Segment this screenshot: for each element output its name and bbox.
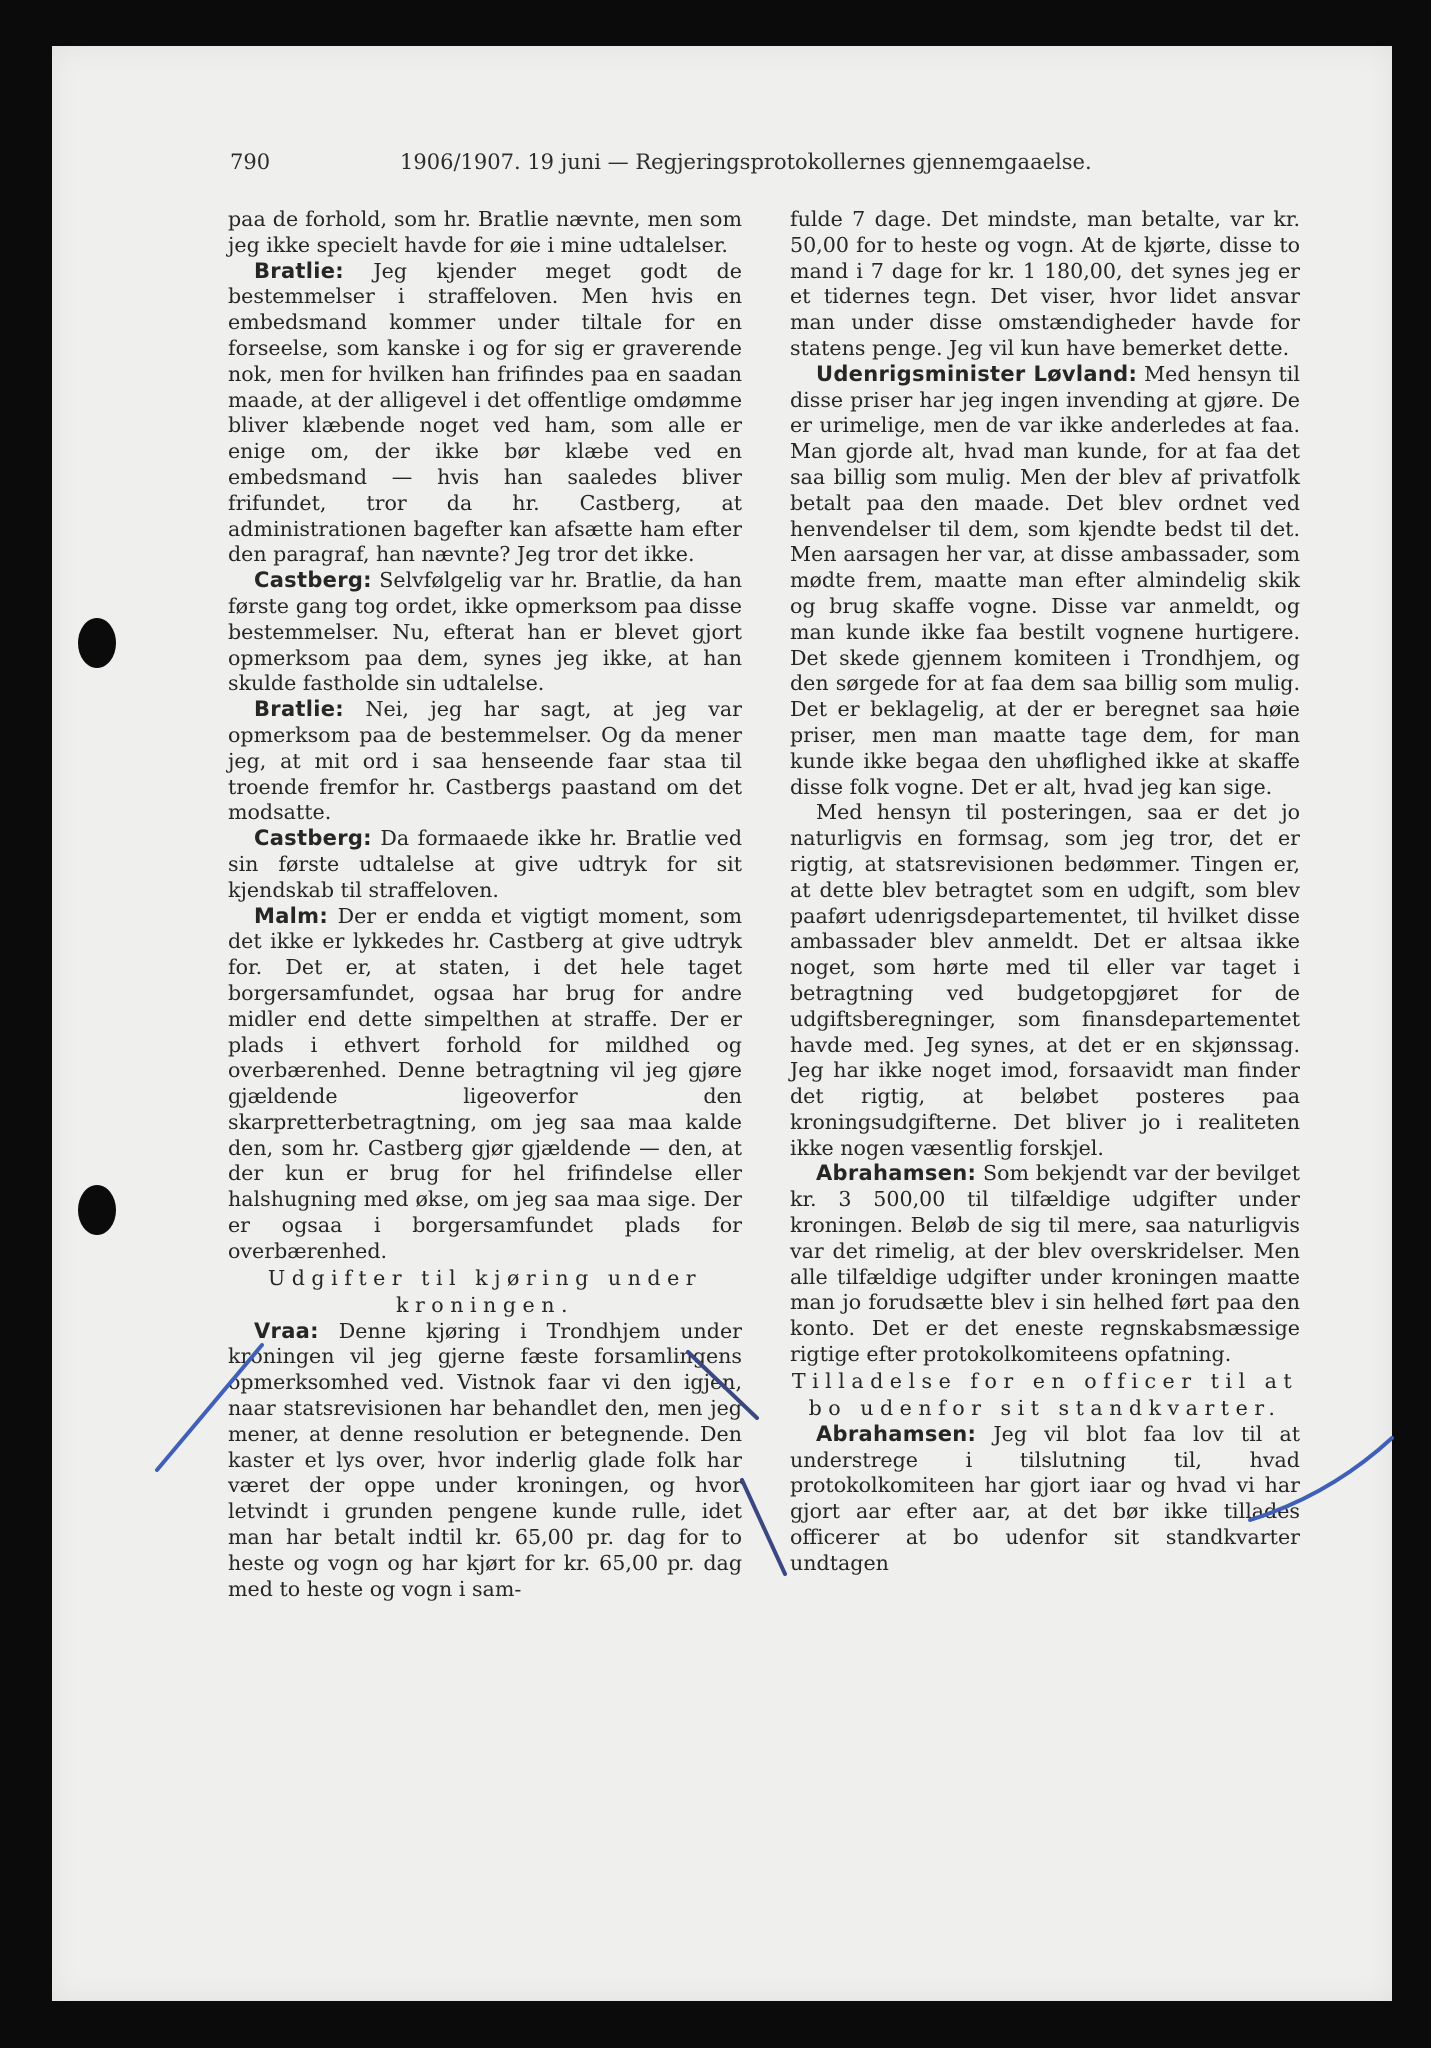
punch-hole-upper: [78, 618, 116, 668]
paragraph-text: Jeg kjender meget godt de bestemmelser i straffeloven. Men hvis en embedsmand kommer under tiltale for en forseelse, som kanske i og for sig er graverende nok, men for hvilken han frifindes paa en saadan maade, at der alligevel i det offentlige omdømme bliver klæbende noget ved ham, som alle er enige om, der ikke bør klæbe ved en embedsmand — hvis han saaledes bliver frifundet, tror da hr. Castberg, at administrationen bagefter kan afsætte ham efter den paragraf, han nævnte? Jeg tror det ikke.: [228, 258, 742, 567]
paragraph: [790, 207, 1300, 362]
section-title-kroning: Udgifter til kjøring under kroningen.: [267, 1265, 703, 1317]
paragraph: [790, 1161, 1300, 1367]
left-column-after-paragraphs: [228, 1319, 742, 1603]
speaker-name: Bratlie:: [254, 697, 345, 722]
speaker-name: Abrahamsen:: [816, 1161, 977, 1186]
paragraph-text: Nei, jeg har sagt, at jeg var opmerksom paa de bestemmelser. Og da mener jeg, at mit ord i saa henseende faar staa til troende fremfor hr. Castbergs paastand om det modsatte.: [228, 697, 742, 825]
paragraph: [790, 800, 1300, 1161]
paragraph-text: Selvfølgelig var hr. Bratlie, da han første gang tog ordet, ikke opmerksom paa disse bestemmelser. Nu, efterat han er blevet gjort opmerksom paa dem, synes jeg ikke, at han skulde fastholde sin udtalelse.: [228, 568, 742, 696]
right-column-paragraphs: [790, 207, 1300, 1368]
speaker-name: Abrahamsen:: [816, 1421, 977, 1446]
paragraph-text: Med hensyn til disse priser har jeg ingen invending at gjøre. De er urimelige, men de var ikke anderledes at faa. Man gjorde alt, hvad man kunde, for at faa det saa billig som mulig. Men der blev af privatfolk betalt paa den maade. Det blev ordnet ved henvendelser til dem, som kjendte bedst til det. Men aarsagen her var, at disse ambassader, som mødte frem, maatte man efter almindelig skik og brug skaffe vogne. Disse var anmeldt, og man kunde ikke faa bestilt vognene hurtigere. Det skede gjennem komiteen i Trondhjem, og den sørgede for at faa dem saa billig som mulig. Det er beklagelig, at der er beregnet saa høie priser, men man maatte tage dem, for man kunde ikke begaa den uhøflighed ikke at skaffe disse folk vogne. Det er alt, hvad jeg kan sige.: [790, 361, 1300, 799]
paragraph: [228, 904, 742, 1265]
paragraph: [228, 259, 742, 569]
speaker-name: Bratlie:: [254, 258, 345, 283]
right-column: [790, 207, 1300, 1577]
paragraph: [228, 207, 742, 259]
paragraph-text: Der er endda et vigtigt moment, som det ikke er lykkedes hr. Castberg at give udtryk for. Det er, at staten, i det hele taget borgersamfundet, ogsaa har brug for andre midler end dette simpelthen at straffe. Der er plads i ethvert forhold for mildhed og overbærenhed. Denne betragtning vil jeg gjøre gjældende ligeoverfor den skarpretterbetragtning, om jeg saa maa kalde den, som hr. Castberg gjør gjældende — den, at der kun er brug for hel frifindelse eller halshugning med økse, om jeg saa maa sige. Der er ogsaa i borgersamfundet plads for overbærenhed.: [228, 903, 742, 1263]
paragraph-text: Jeg vil blot faa lov til at understrege i tilslutning til, hvad protokolkomiteen har gjort iaar og hvad vi har gjort aar efter aar, at det bør ikke tillades officerer at bo udenfor sit standkvarter undtagen: [790, 1421, 1300, 1575]
left-column-paragraphs: [228, 207, 742, 1265]
running-title: 1906/1907. 19 juni — Regjeringsprotokollernes gjennemgaaelse.: [400, 150, 1092, 174]
speaker-name: Malm:: [254, 903, 329, 928]
speaker-name: Vraa:: [254, 1318, 319, 1343]
paragraph-text: Med hensyn til posteringen, saa er det jo naturligvis en formsag, som jeg tror, det er rigtig, at statsrevisionen bedømmer. Tingen er, at dette blev betragtet som en udgift, som blev paaført udenrigsdepartementet, til hvilket disse ambassader blev anmeldt. Det er altsaa ikke noget, som hørte med til eller var taget i betragtning ved budgetopgjøret for de udgiftsberegninger, som finansdepartementet havde med. Jeg synes, at det er en skjønssag. Jeg har ikke noget imod, forsaavidt man finder det rigtig, at beløbet posteres paa kroningsudgifterne. Det bliver jo i realiteten ikke nogen væsentlig forskjel.: [790, 800, 1300, 1160]
paragraph: [790, 362, 1300, 801]
speaker-name: Castberg:: [254, 568, 372, 593]
paragraph: [228, 1319, 742, 1603]
paragraph: [790, 1422, 1300, 1577]
paragraph: [228, 697, 742, 826]
left-column: [228, 207, 742, 1602]
section-title-officer: Tilladelse for en officer til at bo udenfor sit standkvarter.: [791, 1368, 1299, 1420]
paragraph-text: Da formaaede ikke hr. Bratlie ved sin første udtalelse at give udtryk for sit kjendskab til straffeloven.: [228, 826, 742, 902]
punch-hole-lower: [78, 1185, 116, 1235]
paragraph-text: Som bekjendt var der bevilget kr. 3 500,00 til tilfældige udgifter under kroningen. Beløb de sig til mere, saa naturligvis var det rimelig, at der blev overskridelser. Men alle tilfældige udgifter under kroningen maatte man jo forudsætte blev i sin helhed ført paa den konto. Det er det eneste regnskabsmæssige rigtige efter protokolkomiteens opfatning.: [790, 1161, 1300, 1367]
speaker-name: Udenrigsminister Løvland:: [816, 361, 1138, 386]
right-column-after-paragraphs: [790, 1422, 1300, 1577]
page-number: 790: [230, 150, 271, 174]
speaker-name: Castberg:: [254, 826, 372, 851]
paragraph-text: paa de forhold, som hr. Bratlie nævnte, men som jeg ikke specielt havde for øie i mine udtalelser.: [228, 207, 742, 257]
paragraph-text: Denne kjøring i Trondhjem under kroningen vil jeg gjerne fæste forsamlingens opmerksomhed ved. Vistnok faar vi den igjen, naar statsrevisionen har behandlet den, men jeg mener, at denne resolution er betegnende. Den kaster et lys over, hvor inderlig glade folk har været der oppe under kroningen, og hvor letvindt i grunden pengene kunde rulle, idet man har betalt indtil kr. 65,00 pr. dag for to heste og vogn og har kjørt for kr. 65,00 pr. dag med to heste og vogn i sam-: [228, 1318, 742, 1601]
paragraph: [228, 826, 742, 903]
paragraph: [228, 568, 742, 697]
paragraph-text: fulde 7 dage. Det mindste, man betalte, var kr. 50,00 for to heste og vogn. At de kjørte, disse to mand i 7 dage for kr. 1 180,00, det synes jeg er et tidernes tegn. Det viser, hvor lidet ansvar man under disse omstændigheder havde for statens penge. Jeg vil kun have bemerket dette.: [790, 207, 1300, 360]
